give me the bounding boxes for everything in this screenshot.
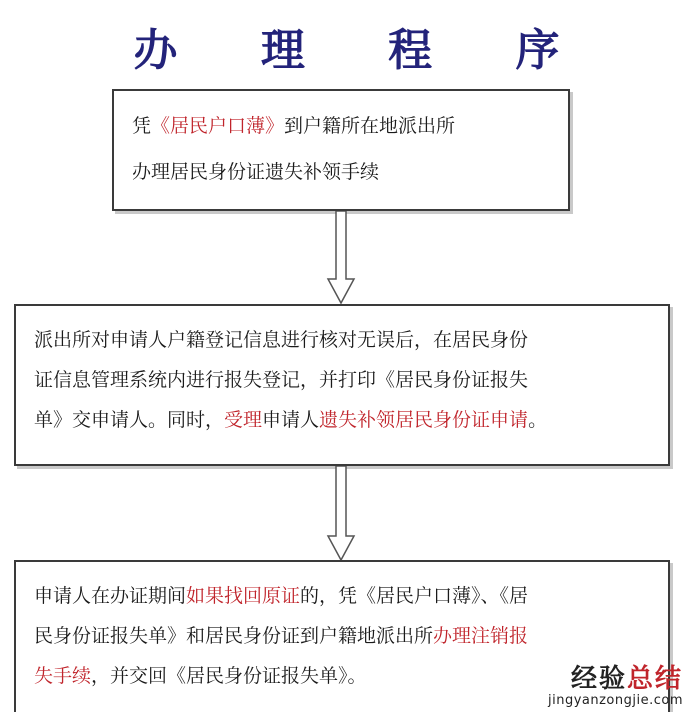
- watermark-url: jingyanzongjie.com: [547, 693, 683, 708]
- step-box-2: [14, 304, 670, 466]
- step-text-line: [34, 576, 658, 616]
- step-text: 。: [528, 409, 548, 431]
- step-text: ，并交回《居民身份证报失单》。: [91, 665, 367, 687]
- step-text-line: [132, 149, 558, 195]
- step-text: 凭: [132, 115, 152, 137]
- watermark-main-plain: 经验: [570, 664, 627, 694]
- step-text-line: [34, 400, 658, 440]
- emphasis-text: 办理注销报: [433, 625, 529, 647]
- step-text: 证信息管理系统内进行报失登记，并打印《居民身份证报失: [34, 369, 529, 391]
- step-text: 的，凭《居民户口薄》、《居: [300, 585, 529, 607]
- step-text: 申请人在办证期间: [34, 585, 187, 607]
- step-text: 民身份证报失单》和居民身份证到户籍地派出所: [34, 625, 434, 647]
- watermark: [548, 658, 683, 708]
- arrow-down-1: [326, 211, 356, 305]
- watermark-logo: [548, 658, 683, 695]
- step-text-line: [34, 320, 658, 360]
- step-text: 申请人: [262, 409, 320, 431]
- step-text-line: [34, 360, 658, 400]
- arrow-shape: [328, 466, 354, 560]
- emphasis-text: 失手续: [34, 665, 92, 687]
- step-box-1: [112, 89, 570, 211]
- step-text: 单》交申请人。同时，: [34, 409, 225, 431]
- emphasis-text: 受理: [224, 409, 263, 431]
- step-text: 到户籍所在地派出所: [284, 115, 456, 137]
- step-text-line: [132, 103, 558, 149]
- emphasis-text: 遗失补领居民身份证申请: [319, 409, 529, 431]
- diagram-title: 办 理 程 序: [133, 25, 594, 76]
- emphasis-text: 《居民户口薄》: [151, 115, 285, 137]
- step-text: 办理居民身份证遗失补领手续: [132, 161, 380, 183]
- arrow-shape: [328, 211, 354, 303]
- watermark-main-highlight: 总结: [626, 664, 683, 694]
- arrow-down-2: [326, 466, 356, 562]
- emphasis-text: 如果找回原证: [186, 585, 301, 607]
- step-text-line: [34, 616, 658, 656]
- step-text: 派出所对申请人户籍登记信息进行核对无误后，在居民身份: [34, 329, 529, 351]
